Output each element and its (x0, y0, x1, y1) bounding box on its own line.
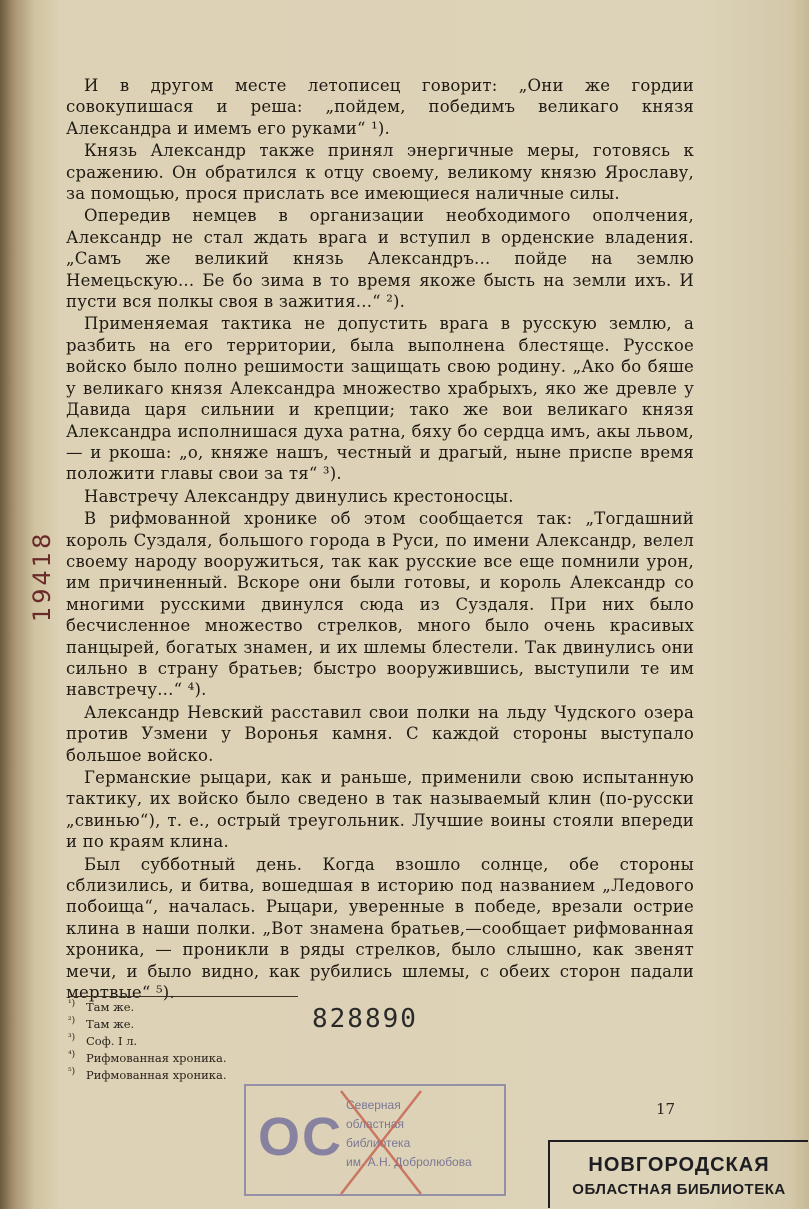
inventory-number: 828890 (312, 1004, 418, 1034)
footnote: ⁴) Рифмованная хроника. (68, 1050, 227, 1065)
body-text (66, 75, 694, 1004)
paragraph: И в другом месте летописец говорит: „Они же гордии совокупишася и реша: „пойдем, победимъ великаго князя Александра и имемъ его руками“ ¹). (66, 76, 694, 138)
footnote: ¹) Там же. (68, 999, 135, 1014)
registration-stamp (244, 1084, 506, 1196)
footnotes (68, 996, 298, 1084)
page-number: 17 (656, 1100, 676, 1118)
paragraph: Александр Невский расставил свои полки на льду Чудского озера против Узмени у Воронья камня. С каждой стороны выступало большое войско. (66, 702, 694, 765)
paragraph: Германские рыцари, как и раньше, применили свою испытанную тактику, их войско было сведено в так называемый клин (по-русски „свинью“), т. е., острый треугольник. Лучшие воины стояли впереди и по краям клина. (66, 768, 694, 852)
paragraph: Применяемая тактика не допустить врага в русскую землю, а разбить на его территории, была выполнена блестяще. Русское войско было полно решимости защищать свою родину. „Ако бо бяше у великаго князя Александра множество храбрыхъ, яко же древле у Давида царя сильнии и крепции; тако же вои великаго князя Александра исполнишася духа ратна, бяху бо сердца имъ, акы львом, — и ркоша: „о, княже нашъ, честный и драгый, ныне приспе время положити главы свои за тя“ ³). (66, 314, 694, 484)
registration-stamp-mark: ОС (258, 1107, 343, 1167)
cross-out-mark (246, 1086, 504, 1194)
library-stamp (548, 1140, 808, 1208)
paragraph: Навстречу Александру двинулись крестоносцы. (84, 486, 514, 506)
library-stamp-line2: ОБЛАСТНАЯ БИБЛИОТЕКА (572, 1181, 786, 1198)
paragraph: В рифмованной хронике об этом сообщается так: „Тогдашний король Суздаля, большого города в Руси, по имени Александр, велел своему народу вооружиться, так как русские все еще помнили урон, им причиненный. Вскоре они были готовы, и король Александр со многими русскими двинулся сюда из Суздаля. При них было бесчисленное множество стрелков, много было очень красивых панцырей, богатых знамен, и их шлемы блестели. Так двинулись они сильно в страну братьев; быстро вооружившись, выступили те им навстречу...“ ⁴). (66, 509, 694, 700)
side-inventory-stamp: 19418 (28, 530, 56, 622)
footnote: ²) Там же. (68, 1016, 135, 1031)
footnote: ⁵) Рифмованная хроника. (68, 1067, 227, 1082)
footnote: ³) Соф. I л. (68, 1033, 138, 1048)
paragraph: Опередив немцев в организации необходимого ополчения, Александр не стал ждать врага и вступил в орденские владения. „Самъ же великий князь Александръ... пойде на землю Немецьскую... Бе бо зима в то время якоже бысть на земли ихъ. И пусти вся полкы своя в зажития...“ ²). (66, 206, 694, 312)
registration-stamp-text: Северная областная библиотека им. А.Н. Добролюбова (346, 1098, 472, 1169)
paragraph: Князь Александр также принял энергичные меры, готовясь к сражению. Он обратился к отцу своему, великому князю Ярославу, за помощью, прося прислать все имеющиеся наличные силы. (66, 141, 694, 204)
paragraph: Был субботный день. Когда взошло солнце, обе стороны сблизились, и битва, вошедшая в историю под названием „Ледового побоища“, началась. Рыцари, уверенные в победе, врезали острие клина в наши полки. „Вот знамена братьев,—сообщает рифмованная хроника, — проникли в ряды стрелков, было слышно, как звенят мечи, и было видно, как рубились шлемы, с обеих сторон падали мертвые“ ⁵). (66, 854, 694, 1003)
library-stamp-line1: НОВГОРОДСКАЯ (588, 1154, 770, 1176)
